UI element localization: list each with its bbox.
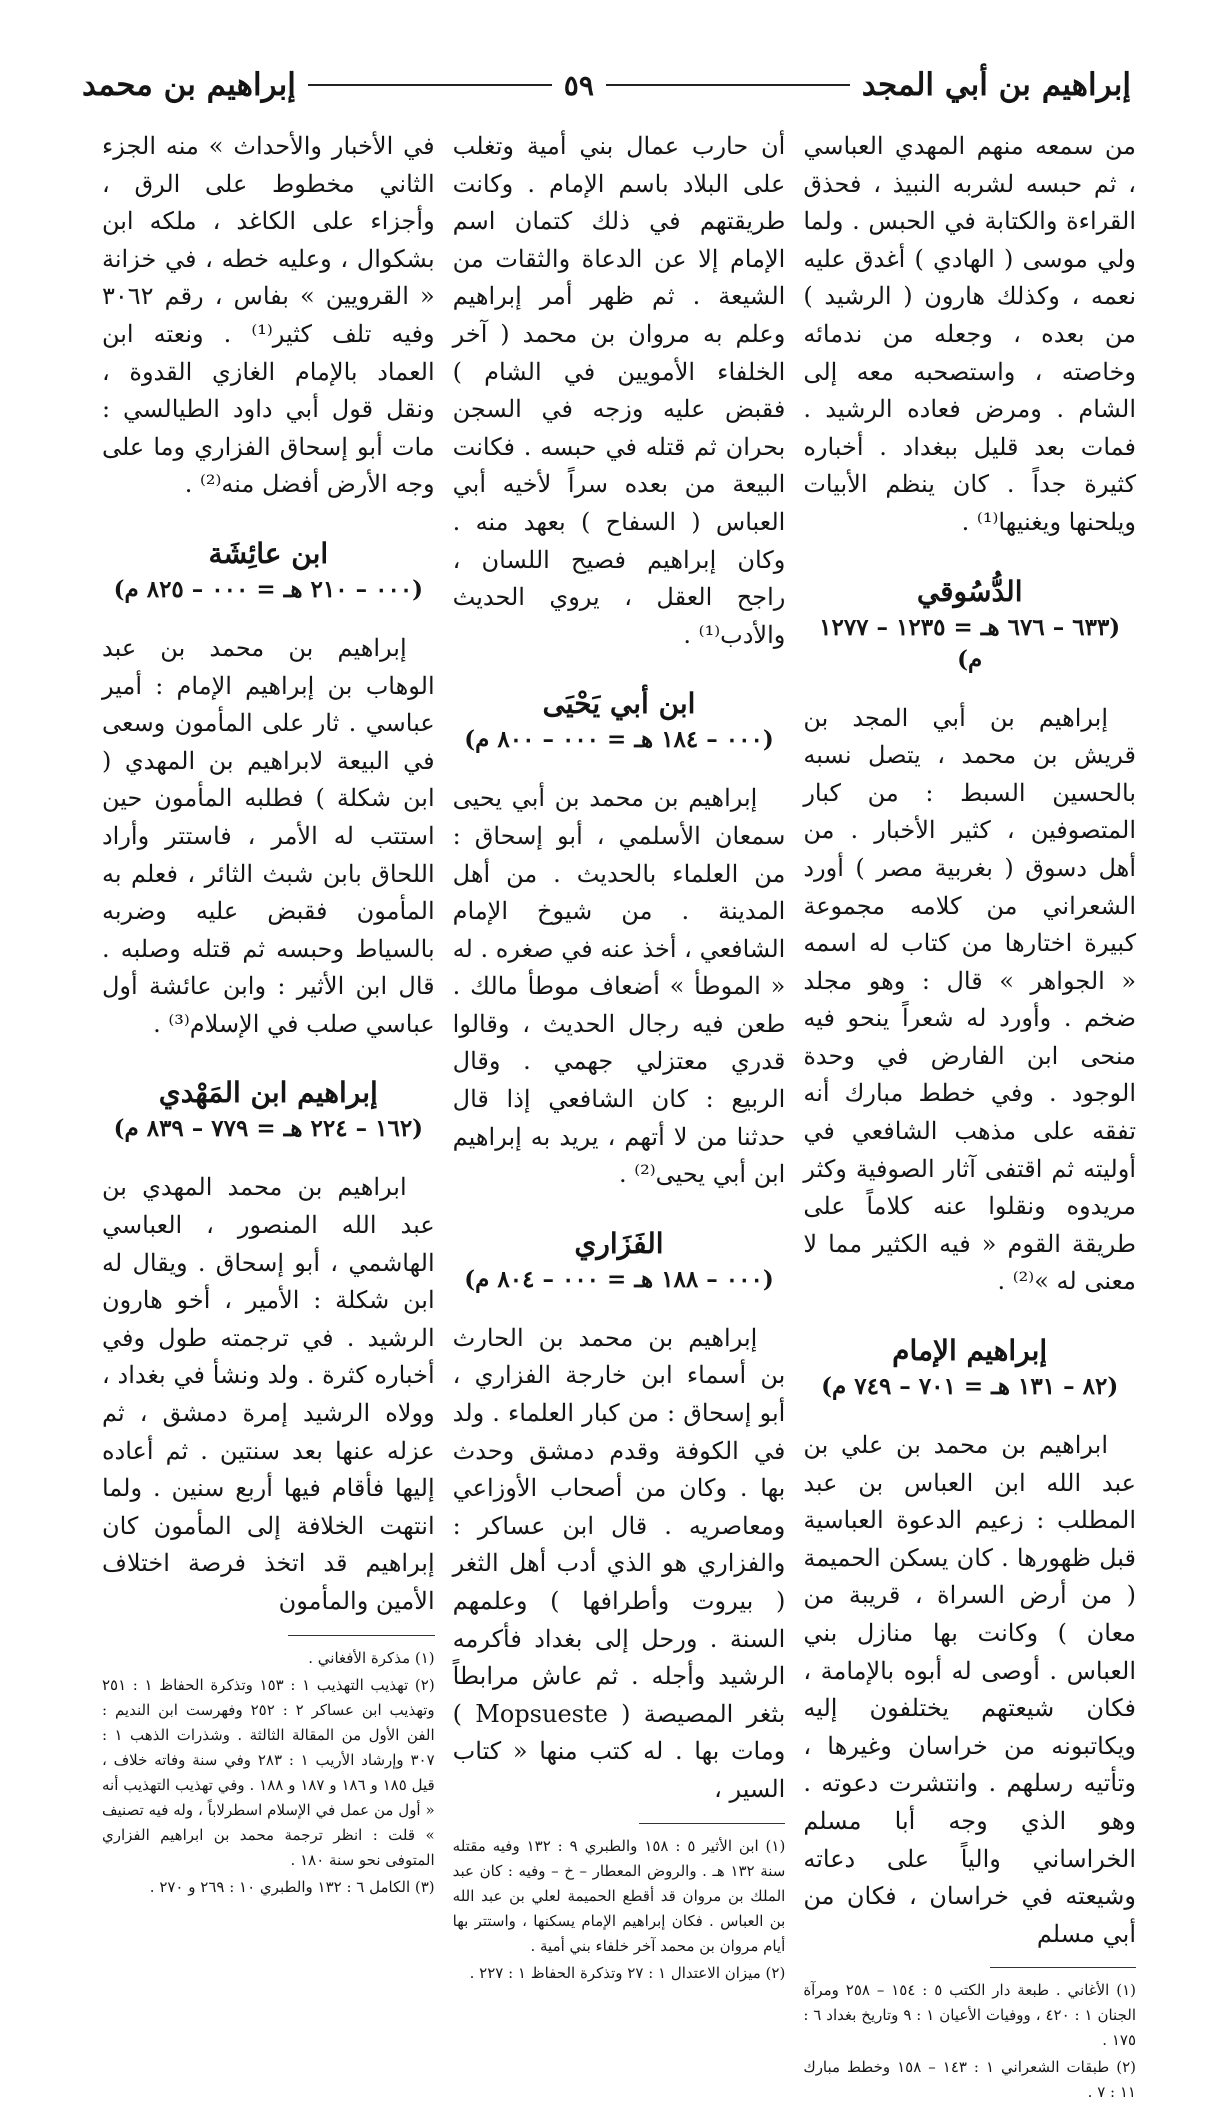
entry-name-ibn-al-mahdi: إبراهيم ابن المَهْدي bbox=[158, 1076, 378, 1110]
footnotes-left bbox=[102, 1646, 435, 1902]
footnotes-middle bbox=[453, 1834, 786, 1988]
column-middle-continued-text: أن حارب عمال بني أمية وتغلب على البلاد باسم الإمام . وكانت طريقتهم في ذلك كتمان اسم الإمام إلا عن الدعاة والثقات من الشيعة . ثم ظهر أمر إبراهيم وعلم به مروان بن محمد ( آخر الخلفاء الأمويين في الشام ) فقبض عليه وزجه في السجن بحران ثم قتله في حبسه . فكانت البيعة من بعده سراً لأخيه أبي العباس ( السفاح ) بعهد منه . وكان إبراهيم فصيح اللسان ، راجح العقل ، يروي الحديث والأدب⁽¹⁾ . bbox=[452, 132, 786, 649]
entry-heading-ibn-al-mahdi bbox=[102, 1073, 435, 1145]
entry-heading-dasuqi bbox=[803, 572, 1136, 676]
footnote-rule bbox=[639, 1823, 785, 1824]
page-number: ٥٩ bbox=[563, 68, 594, 102]
entry-body-ibn-abi-yahya: إبراهيم بن محمد بن أبي يحيى سمعان الأسلمي ، أبو إسحاق : من العلماء بالحديث . من أهل المدينة . من شيوخ الإمام الشافعي ، أخذ عنه في صغره . له « الموطأ » أضعاف موطأ مالك . طعن فيه رجال الحديث ، وقالوا قدري معتزلي جهمي . وقال الربيع : كان الشافعي إذا قال حدثنا من لا أتهم ، يريد به إبراهيم ابن أبي يحيى⁽²⁾ . bbox=[452, 784, 786, 1189]
column-left-continued-text: في الأخبار والأحداث » منه الجزء الثاني مخطوط على الرق ، وأجزاء على الكاغد ، ملكه ابن بشكوال ، وعليه خطه ، في خزانة « القرويين » بفاس ، رقم ٣٠٦٢ وفيه تلف كثير⁽¹⁾ . ونعته ابن العماد بالإمام الغازي القدوة ، ونقل قول أبي داود الطيالسي : مات أبو إسحاق الفزاري وما على وجه الأرض أفضل منه⁽²⁾ . bbox=[101, 132, 435, 499]
footnote: (١) مذكرة الأفغاني . bbox=[308, 1648, 435, 1667]
entry-name-ibn-abi-yahya: ابن أبي يَحْيَى bbox=[542, 687, 696, 721]
entry-dates-fazari: (٠٠٠ – ١٨٨ هـ = ٠٠٠ – ٨٠٤ م) bbox=[464, 1265, 774, 1293]
entry-heading-ibn-aisha bbox=[102, 534, 435, 606]
entry-body-dasuqi: إبراهيم بن أبي المجد بن قريش بن محمد ، يتصل نسبه بالحسين السبط : من كبار المتصوفين ، كثير الأخبار . من أهل دسوق ( بغربية مصر ) أورد الشعراني من كلامه مجموعة كبيرة اختارها من كتاب له اسمه « الجواهر » قال : وهو مجلد ضخم . وأورد له شعراً ينحو فيه منحى ابن الفارض في وحدة الوجود . وفي خطط مبارك أنه تفقه على مذهب الشافعي في أوليته ثم اقتفى آثار الصوفية وكثر مريدوه ونقلوا عنه كلاماً على طريقة القوم « فيه الكثير مما لا معنى له »⁽²⁾ . bbox=[803, 703, 1136, 1296]
footnote: (٢) تهذيب التهذيب ١ : ١٥٣ وتذكرة الحفاظ ١ : ٢٥١ وتهذيب ابن عساكر ٢ : ٢٥٢ وفهرست ابن النديم : الفن الأول من المقالة الثالثة . وشذرات الذهب ١ : ٣٠٧ وإرشاد الأريب ١ : ٢٨٣ وفي سنة وفاته خلاف ، قيل ١٨٥ و ١٨٦ و ١٨٧ و ١٨٨ . وفي تهذيب التهذيب أنه « أول من عمل في الإسلام اسطرلاباً ، وله فيه تصنيف » قلت : انظر ترجمة محمد بن ابراهيم الفزاري المتوفى نحو سنة ١٨٠ . bbox=[101, 1675, 435, 1869]
footnote: (٢) طبقات الشعراني ١ : ١٤٣ – ١٥٨ وخطط مبارك ١١ : ٧ . bbox=[803, 2058, 1136, 2102]
footnote-rule bbox=[288, 1635, 434, 1636]
entry-dates-ibn-al-mahdi: (١٦٢ – ٢٢٤ هـ = ٧٧٩ – ٨٣٩ م) bbox=[113, 1115, 424, 1143]
header-rule-left bbox=[308, 84, 552, 86]
entry-dates-imam: (٨٢ – ١٣١ هـ = ٧٠١ – ٧٤٩ م) bbox=[821, 1373, 1119, 1401]
page-columns bbox=[101, 128, 1137, 2102]
column-middle bbox=[452, 128, 786, 1982]
footnote: (١) ابن الأثير ٥ : ١٥٨ والطبري ٩ : ١٣٢ وفيه مقتله سنة ١٣٢ هـ . والروض المعطار – خ – وفيه : كان عبد الملك بن مروان قد أقطع الحميمة لعلي بن عبد الله بن العباس . فكان إبراهيم الإمام يسكنها ، واستتر بها أيام مروان بن محمد آخر خلفاء بني أمية . bbox=[452, 1836, 786, 1955]
entry-body-fazari: إبراهيم بن محمد بن الحارث بن أسماء ابن خارجة الفزاري ، أبو إسحاق : من كبار العلماء . ولد في الكوفة وقدم دمشق وحدث بها . وكان من أصحاب الأوزاعي ومعاصريه . قال ابن عساكر : والفزاري هو الذي أدب أهل الثغر ( بيروت وأطرافها ) وعلمهم السنة . ورحل إلى بغداد فأكرمه الرشيد وأجله . ثم عاش مرابطاً بثغر المصيصة ( Mopsueste ) ومات بها . له كتب منها « كتاب السير ، bbox=[452, 1323, 786, 1803]
footnote: (١) الأغاني . طبعة دار الكتب ٥ : ١٥٤ – ٢٥٨ ومرآة الجنان ١ : ٤٢٠ ، ووفيات الأعيان ١ : ٩ وتاريخ بغداد ٦ : ١٧٥ . bbox=[803, 1981, 1137, 2050]
header-rule-right bbox=[606, 84, 850, 86]
entry-name-dasuqi: الدُّسُوقي bbox=[916, 574, 1023, 608]
column-middle-body bbox=[453, 128, 786, 1813]
header-right-title: إبراهيم بن أبي المجد bbox=[861, 67, 1131, 103]
running-header bbox=[82, 62, 1131, 108]
footnote: (٢) ميزان الاعتدال ١ : ٢٧ وتذكرة الحفاظ ١ : ٢٢٧ . bbox=[469, 1963, 786, 1982]
column-left bbox=[101, 128, 435, 1896]
entry-body-ibn-al-mahdi: ابراهيم بن محمد المهدي بن عبد الله المنصور ، العباسي الهاشمي ، أبو إسحاق . ويقال له ابن شكلة : الأمير ، أخو هارون الرشيد . في ترجمته طول وفي أخباره كثرة . ولد ونشأ في بغداد ، وولاه الرشيد إمرة دمشق ، ثم عزله عنها بعد سنتين . ثم أعاده إليها فأقام فيها أربع سنين . ولما انتهت الخلافة إلى المأمون كان إبراهيم قد اتخذ فرصة اختلاف الأمين والمأمون bbox=[101, 1173, 435, 1615]
header-left-title: إبراهيم بن محمد bbox=[82, 67, 296, 103]
column-left-body bbox=[102, 128, 435, 1625]
footnote: (٣) الكامل ٦ : ١٣٢ والطبري ١٠ : ٢٦٩ و ٢٧٠ . bbox=[149, 1877, 435, 1896]
entry-dates-ibn-aisha: (٠٠٠ – ٢١٠ هـ = ٠٠٠ – ٨٢٥ م) bbox=[113, 575, 424, 603]
entry-dates-dasuqi: (٦٣٣ – ٦٧٦ هـ = ١٢٣٥ – ١٢٧٧ م) bbox=[819, 613, 1121, 673]
footnote-rule bbox=[990, 1967, 1136, 1968]
column-right bbox=[803, 128, 1137, 2102]
entry-heading-imam bbox=[803, 1331, 1136, 1403]
entry-heading-fazari bbox=[453, 1224, 786, 1296]
entry-body-imam: ابراهيم بن محمد بن علي بن عبد الله ابن العباس بن عبد المطلب : زعيم الدعوة العباسية قبل ظهورها . كان يسكن الحميمة ( من أرض السراة ، قريبة من معان ) وكانت بها منازل بني العباس . أوصى له أبوه بالإمامة ، فكان شيعتهم يختلفون إليه ويكاتبونه من خراسان وغيرها ، وتأتيه رسلهم . وانتشرت دعوته . وهو الذي وجه أبا مسلم الخراساني والياً على دعاته وشيعته في خراسان ، فكان من أبي مسلم bbox=[803, 1431, 1136, 1948]
entry-name-fazari: الفَزَاري bbox=[574, 1226, 664, 1260]
entry-heading-ibn-abi-yahya bbox=[453, 684, 786, 756]
entry-dates-ibn-abi-yahya: (٠٠٠ – ١٨٤ هـ = ٠٠٠ – ٨٠٠ م) bbox=[464, 726, 774, 754]
entry-name-imam: إبراهيم الإمام bbox=[892, 1334, 1048, 1368]
entry-name-ibn-aisha: ابن عائِشَة bbox=[208, 536, 329, 570]
column-right-body bbox=[803, 128, 1136, 1957]
footnotes-right bbox=[803, 1978, 1136, 2107]
column-right-continued-text: من سمعه منهم المهدي العباسي ، ثم حبسه لشربه النبيذ ، فحذق القراءة والكتابة في الحبس . ولما ولي موسى ( الهادي ) أغدق عليه نعمه ، وكذلك هارون ( الرشيد ) من بعده ، وجعله من ندمائه وخاصته ، واستصحبه معه إلى الشام . ومرض فعاده الرشيد . فمات بعد قليل ببغداد . أخباره كثيرة جداً . كان ينظم الأبيات ويلحنها ويغنيها⁽¹⁾ . bbox=[803, 132, 1136, 536]
entry-body-ibn-aisha: إبراهيم بن محمد بن عبد الوهاب بن إبراهيم الإمام : أمير عباسي . ثار على المأمون وسعى في البيعة لابراهيم بن المهدي ( ابن شكلة ) فطلبه المأمون حين استتب له الأمر ، فاستتر وأراد اللحاق بابن شبث الثائر ، فعلم به المأمون فقبض عليه وضربه بالسياط وحبسه ثم قتله وصلبه . قال ابن الأثير : وابن عائشة أول عباسي صلب في الإسلام⁽³⁾ . bbox=[101, 633, 435, 1038]
